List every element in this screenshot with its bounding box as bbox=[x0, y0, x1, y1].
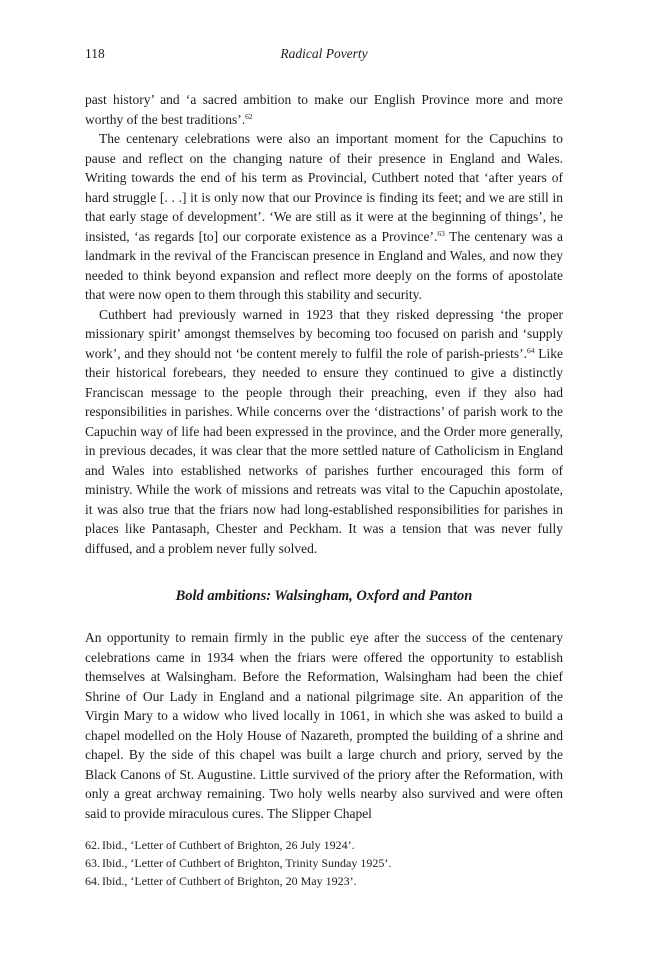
footnote-number: 64. bbox=[85, 874, 100, 888]
paragraph-3-text-a: Cuthbert had previously warned in 1923 that they risked depressing ‘the proper missionary spirit’ amongst themselves by becoming too focused on parish and ‘supply work’, and they should not ‘be content merely to fulfil the role of parish-priests’. bbox=[85, 306, 563, 361]
footnote-text: Ibid., ‘Letter of Cuthbert of Brighton, 20 May 1923’. bbox=[102, 874, 357, 888]
running-head: Radical Poverty bbox=[280, 46, 368, 61]
paragraph-1-text: past history’ and ‘a sacred ambition to make our English Province more and more worthy of the best traditions’. bbox=[85, 92, 563, 127]
footnote-text: Ibid., ‘Letter of Cuthbert of Brighton, 26 July 1924’. bbox=[102, 838, 355, 852]
footnote-64 bbox=[85, 872, 563, 890]
footnote-number: 62. bbox=[85, 838, 100, 852]
footnote-ref-62: 62 bbox=[245, 111, 253, 121]
paragraph-1 bbox=[85, 90, 563, 129]
footnote-number: 63. bbox=[85, 856, 100, 870]
paragraph-2-text-b: The centenary was a landmark in the revival of the Franciscan presence in England and Wales, and now they needed to think beyond expansion and reflect more deeply on the forms of apostolate that were now open to them through this stability and security. bbox=[85, 228, 563, 302]
paragraph-3-text-b: Like their historical forebears, they needed to ensure they continued to give a distinctly Franciscan message to the people through their preaching, even if they also had responsibilities in parishes. While concerns over the ‘distractions’ of parish work to the Capuchin way of life had been expressed in the province, and the Order more generally, in previous decades, it was clear that the more settled nature of Catholicism in England and Wales into established networks of parishes further encouraged this form of ministry. While the work of missions and retreats was vital to the Capuchin apostolate, it was also true that the friars now had long-established responsibilities for parishes in places like Pantasaph, Chester and Peckham. It was a tension that was never fully diffused, and a problem never fully solved. bbox=[85, 345, 563, 556]
paragraph-2-text-a: The centenary celebrations were also an important moment for the Capuchins to pause and reflect on the changing nature of their presence in England and Wales. Writing towards the end of his term as Provincial, Cuthbert noted that ‘after years of hard struggle [. . .] it is only now that our Province is finding its feet; and we are still in that early stage of development’. ‘We are still as it were at the beginning of things’, he insisted, ‘as regards [to] our corporate existence as a Province’. bbox=[85, 131, 563, 244]
page-number: 118 bbox=[85, 46, 105, 61]
footnote-63 bbox=[85, 854, 563, 872]
paragraph-3 bbox=[85, 305, 563, 559]
footnote-ref-63: 63 bbox=[437, 228, 445, 238]
footnotes bbox=[85, 836, 563, 890]
section-heading: Bold ambitions: Walsingham, Oxford and Panton bbox=[175, 588, 473, 604]
paragraph-4: An opportunity to remain firmly in the public eye after the success of the centenary celebrations came in 1934 when the friars were offered the opportunity to establish themselves at Walsingham. Before the Reformation, Walsingham had been the chief Shrine of Our Lady in England and a national pilgrimage site. An apparition of the Virgin Mary to a widow who lived locally in 1061, in which she was asked to build a chapel modelled on the Holy House of Nazareth, prompted the building of a shrine and chapel. By the side of this chapel was built a large church and priory, served by the Black Canons of St. Augustine. Little survived of the priory after the Reformation, with only a great archway remaining. Two holy wells nearby also survived and were often said to provide miraculous cures. The Slipper Chapel bbox=[85, 630, 563, 821]
footnote-ref-64: 64 bbox=[526, 345, 535, 355]
footnote-text: Ibid., ‘Letter of Cuthbert of Brighton, Trinity Sunday 1925’. bbox=[102, 856, 392, 870]
paragraph-2 bbox=[85, 129, 563, 305]
footnote-62 bbox=[85, 836, 563, 854]
page-body bbox=[85, 90, 563, 823]
page-header bbox=[85, 46, 563, 66]
